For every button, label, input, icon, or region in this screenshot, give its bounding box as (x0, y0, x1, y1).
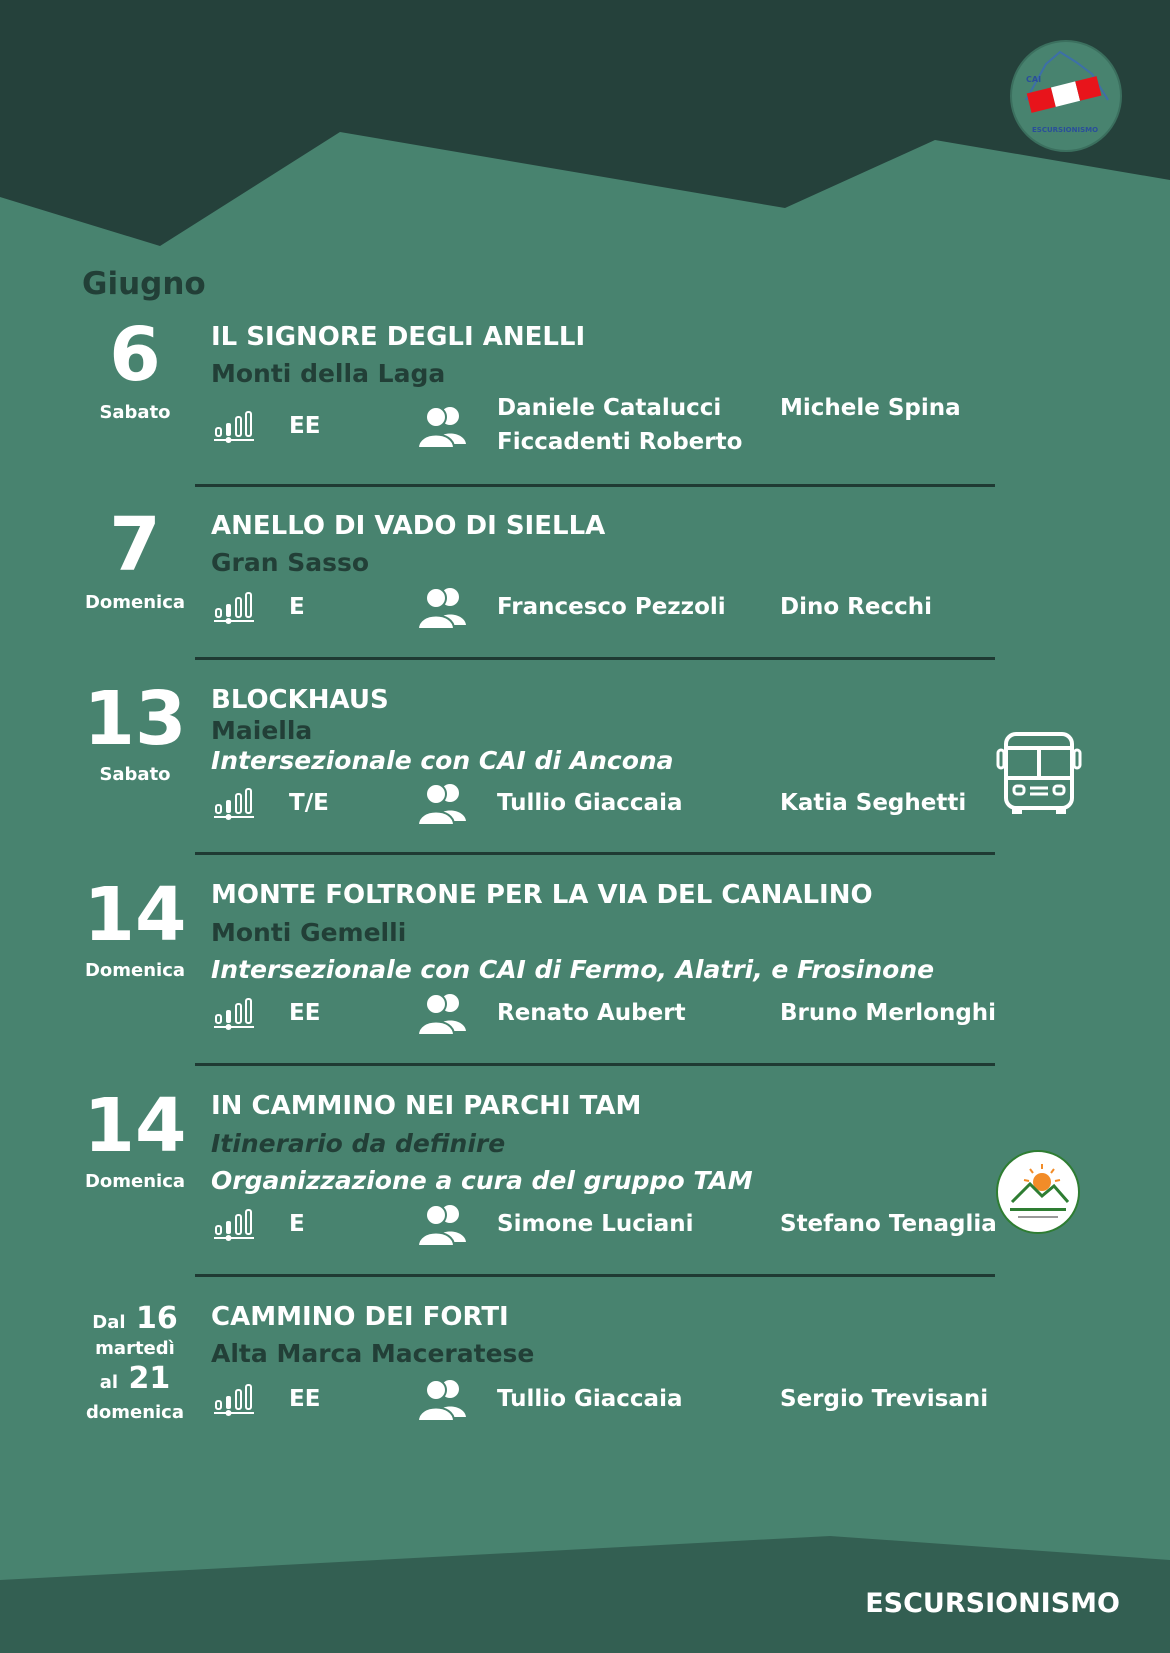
event-title: IN CAMMINO NEI PARCHI TAM (211, 1091, 642, 1121)
event-date-range-end (70, 1361, 200, 1396)
range-to-prefix: al (99, 1372, 119, 1393)
event-note: Intersezionale con CAI di Ancona (211, 746, 674, 775)
event-helper: Bruno Merlonghi (780, 1000, 997, 1026)
event-helper: Katia Seghetti (780, 790, 967, 816)
event-day: 13 (83, 676, 187, 762)
event-title: MONTE FOLTRONE PER LA VIA DEL CANALINO (211, 880, 873, 910)
event-day: 14 (83, 872, 187, 958)
event-difficulty: EE (289, 413, 321, 439)
range-from-day: 16 (135, 1301, 178, 1336)
event-divider (195, 852, 995, 855)
logo-text-escursionismo: ESCURSIONISMO (1032, 126, 1099, 134)
event-weekday: Sabato (99, 402, 171, 423)
event-title: ANELLO DI VADO DI SIELLA (211, 511, 606, 541)
range-to-day: 21 (128, 1361, 171, 1396)
event-weekday: Domenica (84, 592, 186, 613)
event-area: Gran Sasso (211, 548, 370, 577)
range-to-weekday: domenica (85, 1402, 184, 1423)
event-difficulty: E (289, 1211, 305, 1237)
event-area: Monti della Laga (211, 359, 446, 388)
difficulty-bars-icon (214, 787, 256, 821)
event-note: Intersezionale con CAI di Fermo, Alatri, e Frosinone (211, 955, 935, 984)
event-title: BLOCKHAUS (211, 685, 389, 715)
event-area: Alta Marca Maceratese (211, 1339, 535, 1368)
event-weekday: Domenica (84, 1171, 186, 1192)
event-title: IL SIGNORE DEGLI ANELLI (211, 322, 586, 352)
event-leader: Renato Aubert (497, 1000, 686, 1026)
logo-text-cai: CAI (1026, 75, 1042, 84)
people-icon (416, 1202, 470, 1248)
difficulty-bars-icon (214, 591, 256, 625)
event-leader: Ficcadenti Roberto (497, 429, 743, 455)
event-note: Organizzazione a cura del gruppo TAM (211, 1166, 753, 1195)
month-heading: Giugno (82, 266, 206, 302)
difficulty-bars-icon (214, 410, 256, 444)
event-difficulty: E (289, 594, 305, 620)
difficulty-bars-icon (214, 1208, 256, 1242)
event-difficulty: EE (289, 1000, 321, 1026)
people-icon (416, 585, 470, 631)
bus-icon (996, 730, 1082, 814)
event-leader: Simone Luciani (497, 1211, 694, 1237)
cai-escursionismo-logo (1010, 40, 1122, 152)
people-icon (416, 404, 470, 450)
event-area: Maiella (211, 716, 313, 745)
difficulty-bars-icon (214, 1383, 256, 1417)
event-weekday: Domenica (84, 960, 186, 981)
difficulty-bars-icon (214, 997, 256, 1031)
people-icon (416, 781, 470, 827)
event-leader: Tullio Giaccaia (497, 1386, 683, 1412)
event-leader: Tullio Giaccaia (497, 790, 683, 816)
footer-section-label: ESCURSIONISMO (865, 1588, 1120, 1619)
range-from-weekday: martedì (95, 1338, 175, 1359)
event-leader: Francesco Pezzoli (497, 594, 726, 620)
event-day: 14 (83, 1083, 187, 1169)
event-helper: Dino Recchi (780, 594, 932, 620)
event-title: CAMMINO DEI FORTI (211, 1302, 509, 1332)
event-difficulty: T/E (289, 790, 329, 816)
event-divider (195, 484, 995, 487)
event-divider (195, 657, 995, 660)
tam-logo (996, 1150, 1080, 1234)
event-helper: Stefano Tenaglia (780, 1211, 997, 1237)
event-day: 7 (109, 502, 161, 588)
event-divider (195, 1274, 995, 1277)
people-icon (416, 1377, 470, 1423)
event-date-range-start (70, 1301, 200, 1336)
event-helper: Sergio Trevisani (780, 1386, 989, 1412)
event-difficulty: EE (289, 1386, 321, 1412)
event-helper: Michele Spina (780, 395, 961, 421)
event-area: Itinerario da definire (211, 1129, 506, 1158)
event-day: 6 (109, 312, 161, 398)
event-divider (195, 1063, 995, 1066)
event-weekday: Sabato (99, 764, 171, 785)
event-area: Monti Gemelli (211, 918, 407, 947)
event-leader: Daniele Catalucci (497, 395, 722, 421)
range-from-prefix: Dal (92, 1312, 126, 1333)
people-icon (416, 991, 470, 1037)
